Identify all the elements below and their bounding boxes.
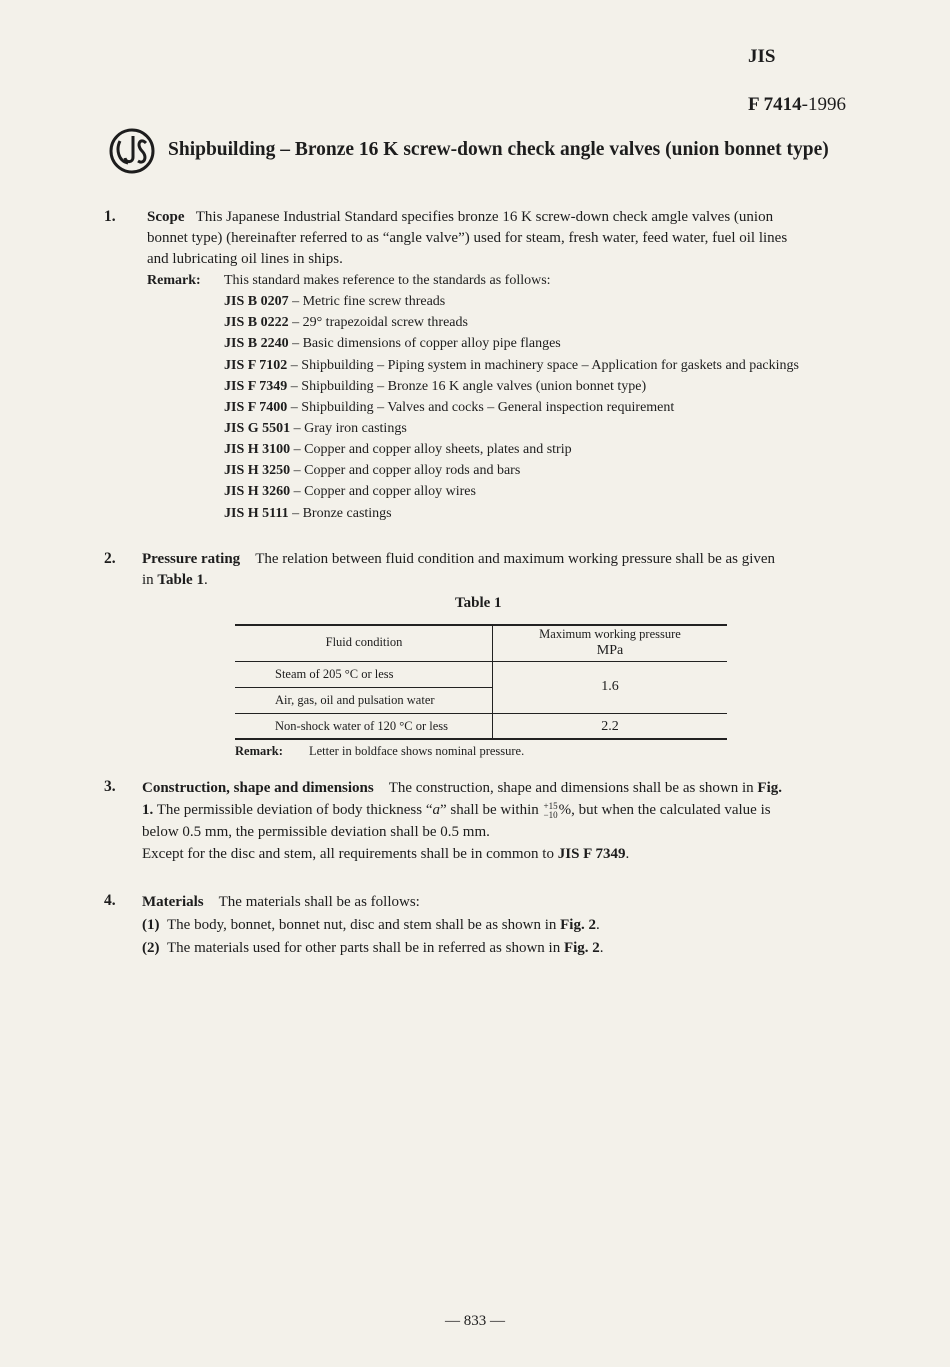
section-4-text: Materials The materials shall be as follows: (1) The body, bonnet, bonnet nut, disc and stem shall be as shown in Fig. 2. (2) The materials used for other parts shall be in referred as shown in Fig. 2.: [142, 891, 862, 960]
reference-item: JIS H 3260 – Copper and copper alloy wires: [224, 484, 476, 499]
standard-number: [748, 94, 846, 116]
section-1-text: [147, 207, 862, 270]
reference-item: JIS G 5501 – Gray iron castings: [224, 421, 407, 436]
section-2-text: Pressure rating The relation between fluid condition and maximum working pressure shall be as given in Table 1.: [142, 551, 776, 588]
list-item: (2) The materials used for other parts shall be in referred as shown in Fig. 2.: [142, 940, 604, 956]
table-caption: Table 1: [455, 595, 502, 611]
table-cell: Air, gas, oil and pulsation water: [275, 693, 435, 707]
page-number: — 833 —: [445, 1313, 505, 1329]
standard-code: F 7414: [748, 94, 802, 115]
section-2-heading: Pressure rating: [142, 551, 241, 567]
section-1-line: This Japanese Industrial Standard specifies bronze 16 K screw-down check amgle valves (union: [195, 209, 774, 225]
section-1-heading: Scope: [147, 209, 185, 225]
jis-mark-icon: [106, 127, 158, 175]
section-1-number: 1.: [104, 208, 116, 225]
table-remark-label: Remark:: [235, 744, 283, 758]
table-header-unit: MPa: [596, 643, 624, 658]
reference-item: JIS B 0207 – Metric fine screw threads: [224, 294, 446, 309]
section-4-number: 4.: [104, 892, 116, 909]
reference-item: JIS B 2240 – Basic dimensions of copper alloy pipe flanges: [224, 336, 561, 351]
table-header-pressure: Maximum working pressure: [539, 627, 681, 641]
table-cell: Steam of 205 °C or less: [275, 667, 394, 681]
list-item: (1) The body, bonnet, bonnet nut, disc and stem shall be as shown in Fig. 2.: [142, 917, 600, 933]
remark-label: Remark:: [147, 273, 201, 288]
remark-text: This standard makes reference to the standards as follows:: [224, 273, 551, 288]
section-3-text: Construction, shape and dimensions The construction, shape and dimensions shall be as shown in Fig. 1. The permissible deviation of body thickness “a” shall be within +15 −10 %, but when the calculated value is below 0.5 mm, the permissible deviation shall be 0.5 mm. Except for the disc and stem, all requirements shall be in common to JIS F 7349.: [142, 780, 783, 862]
reference-item: JIS H 5111 – Bronze castings: [224, 506, 392, 521]
table-pressure-value: 1.6: [601, 679, 619, 694]
section-1-line: bonnet type) (hereinafter referred to as “angle valve”) used for steam, fresh water, feed water, fuel oil lines: [147, 230, 788, 246]
table-header-fluid: Fluid condition: [325, 635, 403, 649]
pressure-table: [235, 624, 727, 740]
reference-item: JIS B 0222 – 29° trapezoidal screw threads: [224, 315, 468, 330]
section-1-line: and lubricating oil lines in ships.: [147, 251, 343, 267]
section-3-number: 3.: [104, 778, 116, 795]
section-2-number: 2.: [104, 550, 116, 567]
reference-item: JIS H 3100 – Copper and copper alloy sheets, plates and strip: [224, 442, 572, 457]
table-pressure-value: 2.2: [601, 719, 619, 734]
document-title: Shipbuilding – Bronze 16 K screw-down check angle valves (union bonnet type): [168, 139, 829, 160]
section-3-heading: Construction, shape and dimensions: [142, 780, 374, 796]
section-4-heading: Materials: [142, 894, 204, 910]
reference-item: JIS F 7102 – Shipbuilding – Piping system in machinery space – Application for gaskets and packings: [224, 358, 799, 373]
reference-item: JIS F 7349 – Shipbuilding – Bronze 16 K angle valves (union bonnet type): [224, 379, 647, 394]
table-cell: Non-shock water of 120 °C or less: [275, 719, 449, 733]
reference-item: JIS H 3250 – Copper and copper alloy rods and bars: [224, 463, 521, 478]
tolerance: +15 −10: [543, 800, 558, 820]
reference-item: JIS F 7400 – Shipbuilding – Valves and cocks – General inspection requirement: [224, 400, 675, 415]
table-1-ref: Table 1: [157, 572, 204, 588]
standard-label: JIS: [748, 46, 776, 67]
standard-year: -1996: [801, 94, 846, 115]
table-remark-text: Letter in boldface shows nominal pressure.: [309, 744, 525, 758]
